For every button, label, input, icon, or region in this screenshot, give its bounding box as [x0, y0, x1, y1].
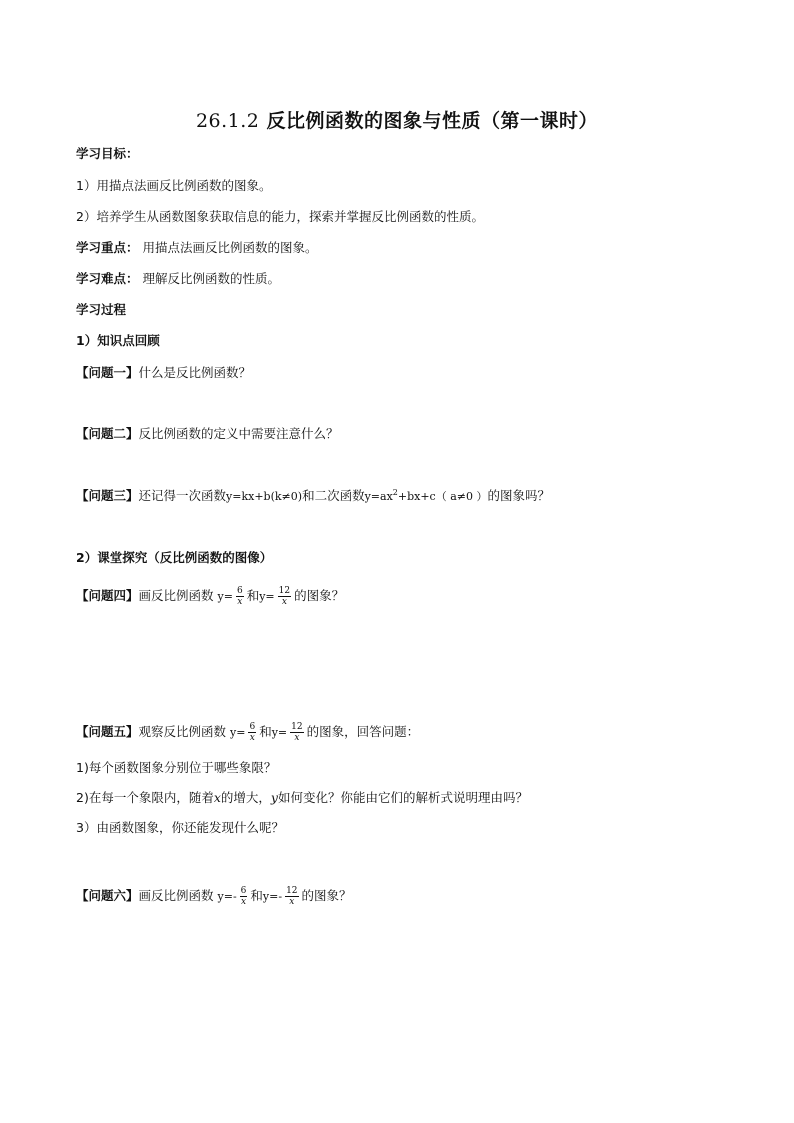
question-1-label: 【问题一】 [76, 365, 139, 380]
process-heading: 学习过程 [76, 302, 127, 317]
quadratic-function-formula [365, 490, 436, 503]
question-6-label: 【问题六】 [76, 888, 139, 903]
question-6-pre: 画反比例函数 [138, 888, 214, 903]
question-3-mid: 和二次函数 [302, 488, 365, 503]
question-4-pre: 画反比例函数 [138, 588, 214, 603]
question-3 [76, 486, 550, 507]
question-5-sub-1: 1)每个函数图象分别位于哪些象限？ [76, 760, 277, 775]
question-3-post: 的图象吗？ [487, 488, 551, 503]
question-5-pre: 观察反比例函数 [138, 724, 227, 739]
objectives-heading: 学习目标： [76, 146, 139, 161]
numerator: 12 [291, 722, 303, 732]
denominator: x [249, 733, 255, 743]
fraction-6-over-x [236, 586, 244, 607]
sub-2-part-a: 2)在每一个象限内，随着 [76, 790, 214, 805]
denominator: x [289, 897, 295, 907]
objective-item-1: 1）用描点法画反比例函数的图象。 [76, 178, 272, 193]
and-word: 和 [250, 888, 263, 903]
variable-x: x [213, 790, 221, 805]
quadratic-rest: +bx+c [397, 490, 436, 503]
key-point-row [76, 238, 318, 258]
difficulty-label: 学习难点： [76, 271, 139, 286]
section-2-heading: 2）课堂探究（反比例函数的图像） [76, 550, 273, 565]
objective-item-2: 2）培养学生从函数图象获取信息的能力，探索并掌握反比例函数的性质。 [76, 209, 484, 224]
title-text: 反比例函数的图象与性质（第一课时） [266, 110, 599, 132]
question-2-label: 【问题二】 [76, 426, 139, 441]
question-4-label: 【问题四】 [76, 588, 139, 603]
question-3-label: 【问题三】 [76, 488, 139, 503]
denominator: x [241, 897, 247, 907]
question-5-sub-2 [76, 788, 528, 808]
question-6-post: 的图象？ [301, 888, 352, 903]
formula-y-equals-1: y= [230, 726, 246, 739]
question-5-label: 【问题五】 [76, 724, 139, 739]
formula-y-equals-neg-2: y=- [262, 890, 283, 903]
question-4 [76, 586, 344, 607]
denominator: x [294, 733, 300, 743]
question-1 [76, 363, 251, 383]
question-2 [76, 424, 339, 444]
question-6 [76, 886, 352, 907]
question-4-post: 的图象？ [294, 588, 345, 603]
question-5-post: 的图象，回答问题： [306, 724, 420, 739]
linear-function-formula: y=kx+b(k≠0) [226, 490, 303, 503]
denominator: x [281, 597, 287, 607]
question-3-pre: 还记得一次函数 [138, 488, 227, 503]
sub-2-part-b: 的增大， [220, 790, 271, 805]
and-word: 和 [246, 588, 260, 603]
page-title [0, 106, 794, 133]
fraction-6-over-x [248, 722, 256, 743]
formula-y-equals-2: y= [259, 590, 275, 603]
key-point-text: 用描点法画反比例函数的图象。 [142, 240, 318, 255]
numerator: 12 [286, 886, 298, 896]
fraction-12-over-x [290, 722, 303, 743]
numerator: 6 [240, 886, 247, 896]
fraction-12-over-x [278, 586, 291, 607]
numerator: 12 [278, 586, 291, 596]
variable-y: y [270, 790, 278, 805]
formula-y-equals-1: y= [217, 590, 233, 603]
question-5 [76, 722, 419, 743]
sub-2-part-c: 如何变化？你能由它们的解析式说明理由吗？ [277, 790, 528, 805]
numerator: 6 [236, 586, 243, 596]
fraction-12-over-x [285, 886, 298, 907]
formula-y-equals-2: y= [271, 726, 288, 739]
question-1-text: 什么是反比例函数？ [138, 365, 252, 380]
quadratic-base: y=ax [364, 490, 393, 503]
and-word: 和 [259, 724, 272, 739]
fraction-6-over-x [240, 886, 248, 907]
key-point-label: 学习重点： [76, 240, 139, 255]
formula-y-equals-neg-1: y=- [217, 890, 237, 903]
quadratic-condition: （ a≠0 ） [435, 490, 488, 503]
numerator: 6 [249, 722, 256, 732]
question-5-sub-3: 3）由函数图象，你还能发现什么呢？ [76, 820, 284, 835]
question-2-text: 反比例函数的定义中需要注意什么？ [138, 426, 339, 441]
difficulty-text: 理解反比例函数的性质。 [142, 271, 281, 286]
difficulty-row [76, 269, 280, 289]
title-number: 26.1.2 [195, 110, 260, 132]
denominator: x [237, 597, 243, 607]
quadratic-exponent: 2 [392, 488, 398, 497]
section-1-heading: 1）知识点回顾 [76, 333, 160, 348]
